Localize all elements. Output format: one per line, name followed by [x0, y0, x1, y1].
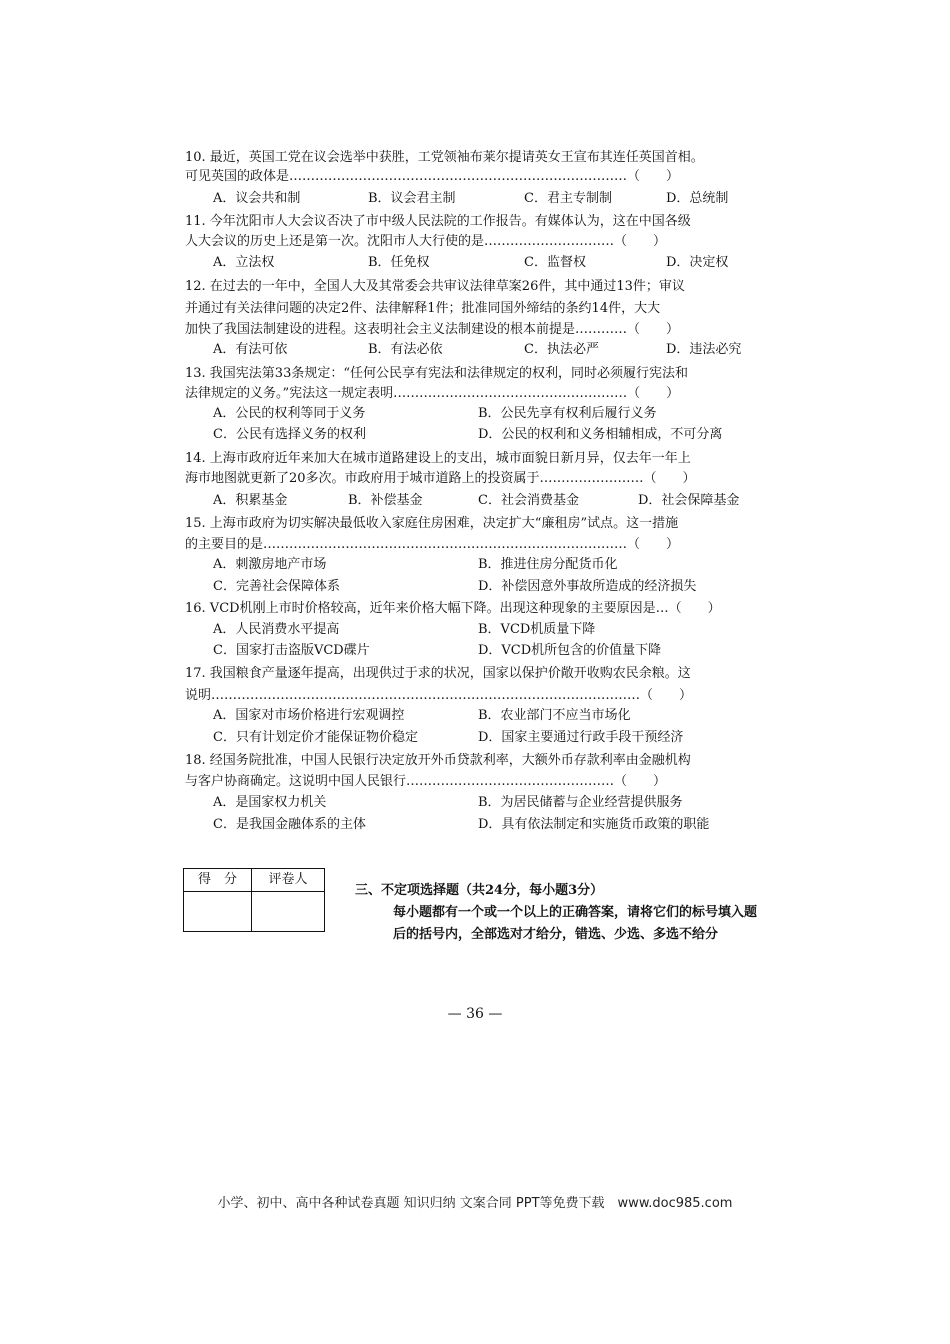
q14-option-b: B．补偿基金	[348, 493, 423, 508]
q12-option-c: C．执法必严	[524, 342, 599, 357]
question-12-line-3: 加快了我国法制建设的进程。这表明社会主义法制建设的根本前提是…………（ ）	[185, 322, 680, 337]
question-11-line-2: 人大会议的历史上还是第一次。沈阳市人大行使的是…………………………（ ）	[185, 234, 667, 249]
score-table	[183, 868, 325, 932]
page-number: — 36 —	[447, 1006, 503, 1022]
q12-option-b: B．有法必依	[368, 342, 443, 357]
question-12-line-2: 并通过有关法律问题的决定2件、法律解释1件；批准同国外缔结的条约14件，大大	[185, 301, 661, 316]
grader-column-header: 评卷人	[268, 872, 308, 887]
q11-option-d: D．决定权	[666, 255, 729, 270]
q13-option-a: A．公民的权利等同于义务	[213, 406, 366, 421]
question-11-line-1: 11. 今年沈阳市人大会议否决了市中级人民法院的工作报告。有媒体认为，这在中国各级	[185, 214, 691, 229]
q14-option-d: D．社会保障基金	[638, 493, 740, 508]
q15-option-c: C．完善社会保障体系	[213, 579, 340, 594]
q10-option-b: B．议会君主制	[368, 191, 456, 206]
question-10-line-1: 10. 最近，英国工党在议会选举中获胜，工党领袖布莱尔提请英女王宣布其连任英国首相。	[185, 150, 704, 165]
q14-option-a: A．积累基金	[213, 493, 288, 508]
footer-banner: 小学、初中、高中各种试卷真题 知识归纳 文案合同 PPT等免费下载 www.doc985.com	[217, 1196, 733, 1211]
q16-option-d: D．VCD机所包含的价值量下降	[478, 643, 662, 658]
q15-option-d: D．补偿因意外事故所造成的经济损失	[478, 579, 697, 594]
q11-option-c: C．监督权	[524, 255, 586, 270]
q13-option-c: C．公民有选择义务的权利	[213, 427, 366, 442]
q14-option-c: C．社会消费基金	[478, 493, 579, 508]
q15-option-b: B．推进住房分配货币化	[478, 557, 618, 572]
question-10-line-2: 可见英国的政体是……………………………………………………………………（ ）	[185, 169, 680, 184]
score-column-header: 得 分	[197, 872, 237, 887]
question-17-line-2: 说明………………………………………………………………………………………（ ）	[185, 688, 693, 703]
q16-option-a: A．人民消费水平提高	[213, 622, 340, 637]
question-13-line-1: 13. 我国宪法第33条规定：“任何公民享有宪法和法律规定的权利，同时必须履行宪法和	[185, 366, 688, 381]
q17-option-b: B．农业部门不应当市场化	[478, 708, 631, 723]
question-15-line-1: 15. 上海市政府为切实解决最低收入家庭住房困难，决定扩大“廉租房”试点。这一措施	[185, 516, 679, 531]
q11-option-a: A．立法权	[213, 255, 275, 270]
section-3-title: 三、不定项选择题（共24分，每小题3分）	[355, 883, 604, 898]
question-16-line-1: 16. VCD机刚上市时价格较高，近年来价格大幅下降。出现这种现象的主要原因是…（ ）	[185, 601, 721, 616]
question-17-line-1: 17. 我国粮食产量逐年提高，出现供过于求的状况，国家以保护价敞开收购农民余粮。这	[185, 666, 691, 681]
question-13-line-2: 法律规定的义务。”宪法这一规定表明………………………………………………（ ）	[185, 386, 680, 401]
q15-option-a: A．刺激房地产市场	[213, 557, 327, 572]
question-14-line-1: 14. 上海市政府近年来加大在城市道路建设上的支出，城市面貌日新月异，仅去年一年上	[185, 451, 691, 466]
q12-option-d: D．违法必究	[666, 342, 742, 357]
q17-option-c: C．只有计划定价才能保证物价稳定	[213, 730, 418, 745]
q13-option-d: D．公民的权利和义务相辅相成，不可分离	[478, 427, 723, 442]
question-18-line-1: 18. 经国务院批准，中国人民银行决定放开外币贷款利率，大额外币存款利率由金融机构	[185, 753, 691, 768]
q11-option-b: B．任免权	[368, 255, 430, 270]
q17-option-a: A．国家对市场价格进行宏观调控	[213, 708, 405, 723]
question-12-line-1: 12. 在过去的一年中，全国人大及其常委会共审议法律草案26件，其中通过13件；审议	[185, 279, 685, 294]
q16-option-b: B．VCD机质量下降	[478, 622, 596, 637]
q18-option-c: C．是我国金融体系的主体	[213, 817, 366, 832]
q17-option-d: D．国家主要通过行政手段干预经济	[478, 730, 684, 745]
q13-option-b: B．公民先享有权利后履行义务	[478, 406, 657, 421]
q10-option-d: D．总统制	[666, 191, 729, 206]
q18-option-a: A．是国家权力机关	[213, 795, 327, 810]
q16-option-c: C．国家打击盗版VCD碟片	[213, 643, 370, 658]
q10-option-c: C．君主专制制	[524, 191, 612, 206]
q12-option-a: A．有法可依	[213, 342, 288, 357]
q18-option-d: D．具有依法制定和实施货币政策的职能	[478, 817, 710, 832]
question-15-line-2: 的主要目的是…………………………………………………………………………（ ）	[185, 537, 680, 552]
question-14-line-2: 海市地图就更新了20多次。市政府用于城市道路上的投资属于……………………（ ）	[185, 471, 696, 486]
question-18-line-2: 与客户协商确定。这说明中国人民银行…………………………………………（ ）	[185, 774, 667, 789]
section-3-instructions: 每小题都有一个或一个以上的正确答案，请将它们的标号填入题后的括号内，全部选对才给分，错选、少选、多选不给分	[393, 905, 758, 942]
q18-option-b: B．为居民储蓄与企业经营提供服务	[478, 795, 683, 810]
q10-option-a: A．议会共和制	[213, 191, 301, 206]
